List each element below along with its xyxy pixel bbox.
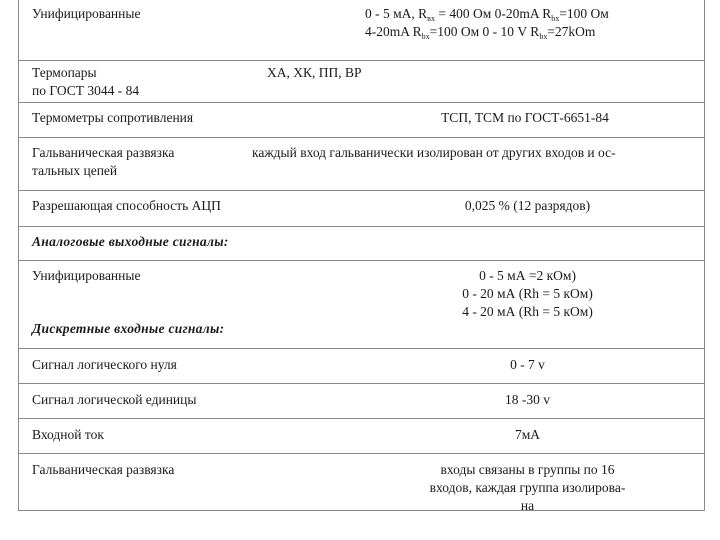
isolation-value: каждый вход гальванически изолирован от других входов и ос- xyxy=(252,145,616,160)
thermocouples-label-line1: Термопары xyxy=(32,65,97,80)
row-divider xyxy=(18,226,704,227)
isolation-label-line2: тальных цепей xyxy=(32,163,118,178)
unified-outputs-label: Унифицированные xyxy=(32,268,141,283)
rtd-value: ТСП, ТСМ по ГОСТ-6651-84 xyxy=(441,110,609,125)
unified-inputs-label: Унифицированные xyxy=(32,6,141,21)
logic-zero-label: Сигнал логического нуля xyxy=(32,357,177,372)
unified-inputs-value-line1: 0 - 5 мА, $R_{вх} = 400$ Ом 0-20mA $R_{bx}=100$ Ом xyxy=(365,6,609,23)
row-divider xyxy=(18,348,704,349)
discrete-isolation-value-line1: входы связаны в группы по 16 xyxy=(440,462,615,477)
input-current-label: Входной ток xyxy=(32,427,104,442)
rtd-label: Термометры сопротивления xyxy=(32,110,194,125)
row-divider xyxy=(18,137,704,138)
logic-one-value: 18 -30 v xyxy=(505,392,550,407)
analog-outputs-heading: Аналоговые выходные сигналы: xyxy=(32,234,229,249)
unified-outputs-value-line1: 0 - 5 мА =2 кОм) xyxy=(479,268,576,283)
discrete-inputs-heading: Дискретные входные сигналы: xyxy=(32,321,225,336)
row-divider xyxy=(18,260,704,261)
row-divider xyxy=(18,190,704,191)
row-divider xyxy=(18,60,704,61)
row-divider xyxy=(18,102,704,103)
row-divider xyxy=(18,383,704,384)
adc-value: 0,025 % (12 разрядов) xyxy=(464,198,591,213)
unified-outputs-value-line2: 0 - 20 мА (Rh = 5 кОм) xyxy=(462,286,593,301)
thermocouples-label-line2: по ГОСТ 3044 - 84 xyxy=(32,83,140,98)
row-divider xyxy=(18,453,704,454)
thermocouples-value: ХА, ХК, ПП, ВР xyxy=(267,65,362,80)
discrete-isolation-label: Гальваническая развязка xyxy=(32,462,175,477)
row-divider xyxy=(18,418,704,419)
discrete-isolation-value-line3: на xyxy=(520,498,535,513)
logic-zero-value: 0 - 7 v xyxy=(510,357,545,372)
logic-one-label: Сигнал логической единицы xyxy=(32,392,197,407)
unified-outputs-value-line3: 4 - 20 мА (Rh = 5 кОм) xyxy=(462,304,593,319)
input-current-value: 7мА xyxy=(514,427,541,442)
unified-inputs-value-line2: 4-20mA $R_{bx}=100$ Ом 0 - 10 V $R_{bx}=27kOm$ xyxy=(365,24,596,41)
adc-label: Разрешающая способность АЦП xyxy=(32,198,221,213)
discrete-isolation-value-line2: входов, каждая группа изолирова- xyxy=(429,480,626,495)
isolation-label-line1: Гальваническая развязка xyxy=(32,145,175,160)
